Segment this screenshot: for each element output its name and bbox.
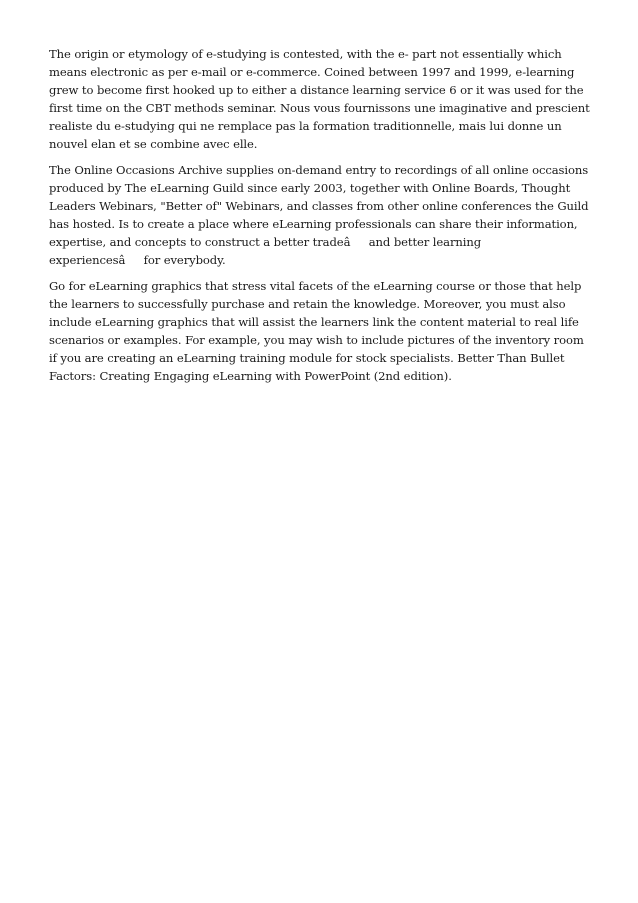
paragraph-etymology: The origin or etymology of e-studying is contested, with the e- part not essentially which means electronic as per e-mail or e-commerce. Coined between 1997 and 1999, e-learning grew to become first hooked up to either a distance learning service 6 or it was used for the first time on the CBT methods seminar. Nous vous fournissons une imaginative and prescient realiste du e-studying qui ne remplace pas la formation traditionnelle, mais lui donne un nouvel elan et se combine avec elle.: [49, 47, 590, 151]
document-body: [49, 45, 593, 393]
paragraph-online-archive: The Online Occasions Archive supplies on-demand entry to recordings of all online occasions produced by The eLearning Guild since early 2003, together with Online Boards, Thought Leaders Webinars, "Better of" Webinars, and classes from other online conferences the Guild has hosted. Is to create a place where eLearning professionals can share their information, expertise, and concepts to construct a better tradeâand better learning experiencesâfor everybody.: [49, 163, 589, 267]
paragraph-elearning-graphics: Go for eLearning graphics that stress vital facets of the eLearning course or those that help the learners to successfully purchase and retain the knowledge. Moreover, you must also include eLearning graphics that will assist the learners link the content material to real life scenarios or examples. For example, you may wish to include pictures of the inventory room if you are creating an eLearning training module for stock specialists. Better Than Bullet Factors: Creating Engaging eLearning with PowerPoint (2nd edition).: [49, 279, 584, 383]
